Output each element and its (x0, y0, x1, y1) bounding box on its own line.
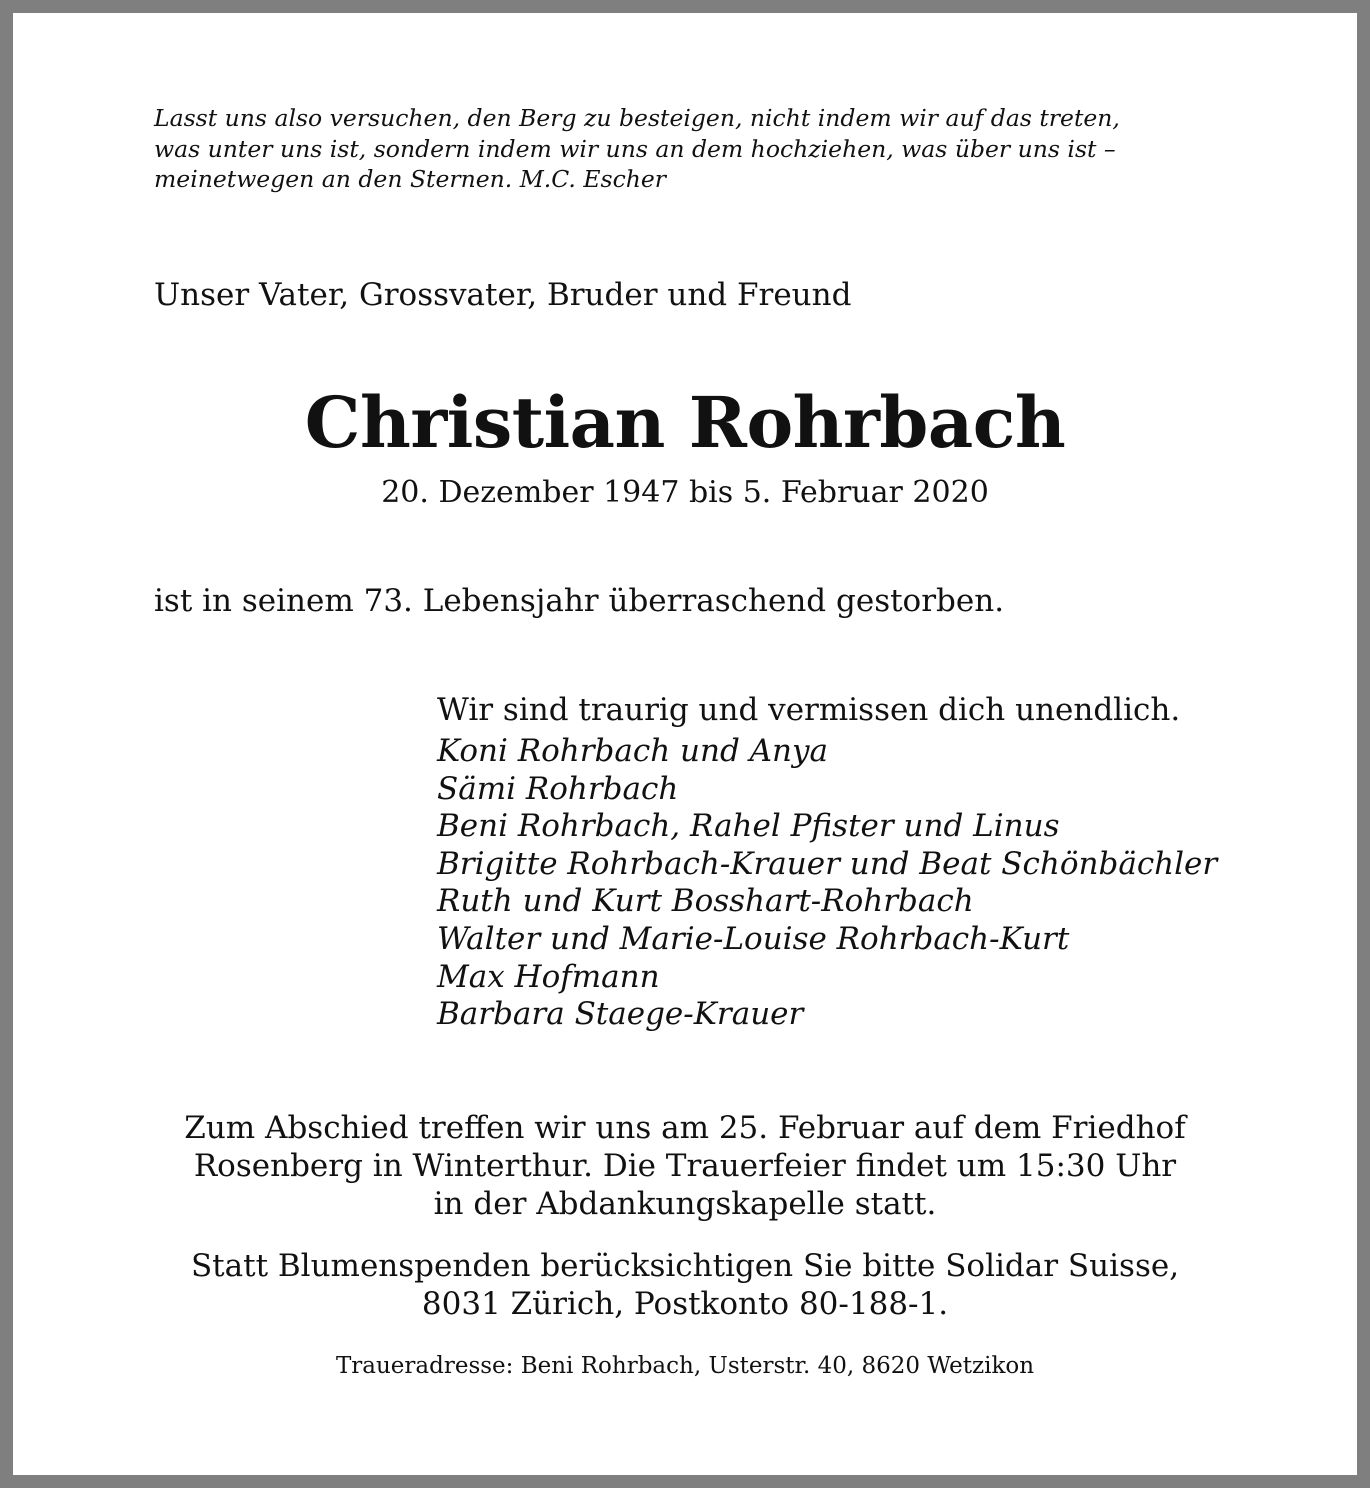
obituary-page (13, 13, 1357, 1475)
mourner-item: Walter und Marie-Louise Rohrbach-Kurt (437, 920, 1070, 957)
mourner-item: Ruth und Kurt Bosshart-Rohrbach (437, 883, 974, 920)
death-notice: ist in seinem 73. Lebensjahr überraschend gestorben. (154, 583, 1005, 619)
mourning-address: Traueradresse: Beni Rohrbach, Usterstr. 40, 8620 Wetzikon (335, 1353, 1035, 1379)
mourner-item: Barbara Staege-Krauer (437, 996, 804, 1033)
motto-quote: Lasst uns also versuchen, den Berg zu besteigen, nicht indem wir auf das treten, was unter uns ist, sondern indem wir uns an dem hochziehen, was über uns ist – meinetwegen an den Sternen. M.C. Escher (154, 104, 1120, 193)
farewell-info: Zum Abschied treffen wir uns am 25. Februar auf dem Friedhof Rosenberg in Winterthur. Die Trauerfeier findet um 15:30 Uhr in der Abdankungskapelle statt. (184, 1110, 1186, 1222)
mourners-list (437, 733, 1217, 1034)
mourner-item: Koni Rohrbach und Anya (437, 733, 828, 769)
donation-info: Statt Blumenspenden berücksichtigen Sie bitte Solidar Suisse, 8031 Zürich, Postkonto 80-188-1. (190, 1248, 1180, 1322)
deceased-name: Christian Rohrbach (304, 381, 1066, 464)
mourner-item: Sämi Rohrbach (437, 770, 679, 807)
mourner-item: Brigitte Rohrbach-Krauer und Beat Schönbächler (437, 845, 1218, 882)
mourner-item: Max Hofmann (437, 958, 660, 995)
mourner-item: Beni Rohrbach, Rahel Pfister und Linus (437, 808, 1060, 845)
life-dates: 20. Dezember 1947 bis 5. Februar 2020 (381, 475, 989, 510)
intro-line: Unser Vater, Grossvater, Bruder und Freund (154, 277, 852, 313)
mourning-line: Wir sind traurig und vermissen dich unendlich. (437, 692, 1181, 728)
